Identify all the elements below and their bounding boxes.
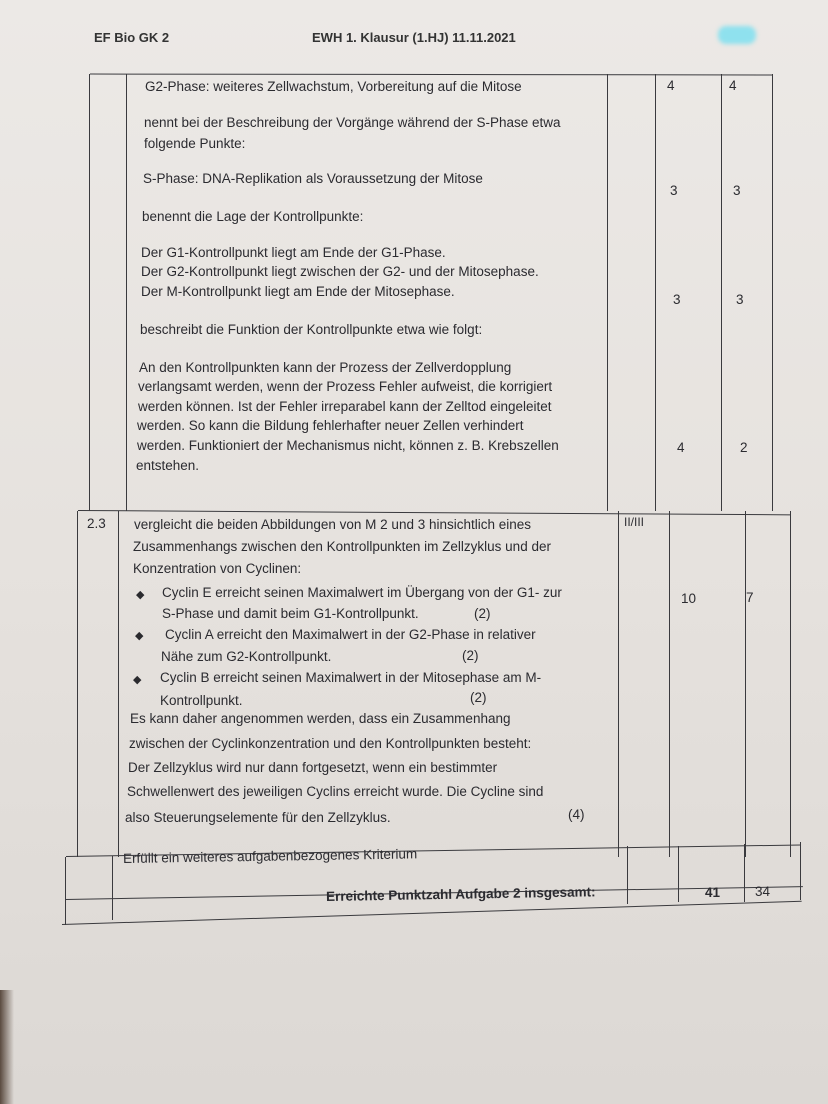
page-shadow	[0, 990, 14, 1104]
bullet-3-line-1: Cyclin B erreicht seinen Maximalwert in der Mitosephase am M-	[160, 670, 542, 685]
text-kp3: Der M-Kontrollpunkt liegt am Ende der Mitosephase.	[141, 284, 455, 299]
conclusion-1: Es kann daher angenommen werden, dass ein Zusammenhang	[130, 711, 511, 726]
bullet-1-line-1: Cyclin E erreicht seinen Maximalwert im Übergang von der G1- zur	[162, 585, 562, 600]
bullet-1-points: (2)	[474, 606, 491, 621]
text-p5: werden. Funktioniert der Mechanismus nicht, können z. B. Krebszellen	[137, 438, 559, 453]
score-got: 4	[729, 78, 737, 93]
conclusion-3: Der Zellzyklus wird nur dann fortgesetzt, wenn ein bestimmter	[128, 760, 498, 775]
score-got: 2	[740, 440, 748, 455]
text-s-intro-2: folgende Punkte:	[144, 136, 246, 151]
conclusion-2: zwischen der Cyclinkonzentration und den Kontrollpunkten besteht:	[129, 736, 532, 751]
score-max: 3	[673, 292, 681, 307]
bullet-icon: ◆	[136, 589, 145, 601]
text-kp1: Der G1-Kontrollpunkt liegt am Ende der G1-Phase.	[141, 245, 446, 260]
bullet-icon: ◆	[135, 630, 144, 642]
bullet-icon: ◆	[133, 674, 142, 686]
bullet-3-points: (2)	[470, 690, 487, 705]
total-max: 41	[705, 885, 721, 900]
conclusion-points: (4)	[568, 807, 585, 822]
text-kp2: Der G2-Kontrollpunkt liegt zwischen der G2- und der Mitosephase.	[141, 264, 539, 279]
text-lage: benennt die Lage der Kontrollpunkte:	[142, 209, 364, 224]
text-p1: An den Kontrollpunkten kann der Prozess der Zellverdopplung	[139, 360, 512, 375]
conclusion-4: Schwellenwert des jeweiligen Cyclins erreicht wurde. Die Cycline sind	[127, 784, 544, 799]
bullet-3-line-2: Kontrollpunkt.	[160, 693, 243, 708]
bullet-1-line-2: S-Phase und damit beim G1-Kontrollpunkt.	[162, 606, 419, 621]
text-p3: werden können. Ist der Fehler irreparabel kann der Zelltod eingeleitet	[138, 399, 552, 414]
task-text-3: Konzentration von Cyclinen:	[133, 561, 302, 576]
bullet-2-line-1: Cyclin A erreicht den Maximalwert in der G2-Phase in relativer	[165, 627, 536, 642]
score-max: 3	[670, 183, 678, 198]
score-got: 3	[733, 183, 741, 198]
total-label: Erreichte Punktzahl Aufgabe 2 insgesamt:	[325, 884, 596, 904]
task-level: II/III	[624, 515, 645, 529]
task-number: 2.3	[87, 516, 106, 531]
text-p2: verlangsamt werden, wenn der Prozess Fehler aufweist, die korrigiert	[138, 379, 553, 394]
bullet-2-points: (2)	[462, 648, 479, 663]
text-g2-phase: G2-Phase: weiteres Zellwachstum, Vorbereitung auf die Mitose	[145, 79, 522, 94]
score-max: 4	[677, 440, 685, 455]
text-p4: werden. So kann die Bildung fehlerhafter neuer Zellen verhindert	[137, 418, 524, 433]
redacted-name	[718, 26, 756, 44]
header-course: EF Bio GK 2	[94, 30, 170, 45]
score-max: 4	[667, 78, 675, 93]
task-text-2: Zusammenhangs zwischen den Kontrollpunkten im Zellzyklus und der	[133, 539, 551, 554]
task-text-1: vergleicht die beiden Abbildungen von M 2 und 3 hinsichtlich eines	[134, 517, 532, 532]
extra-criterion: Erfüllt ein weiteres aufgabenbezogenes Kriterium	[122, 846, 418, 866]
task-score-max: 10	[681, 591, 697, 606]
text-s-intro-1: nennt bei der Beschreibung der Vorgänge während der S-Phase etwa	[144, 115, 561, 130]
text-funktion: beschreibt die Funktion der Kontrollpunkte etwa wie folgt:	[140, 322, 483, 337]
total-got: 34	[755, 884, 771, 899]
bullet-2-line-2: Nähe zum G2-Kontrollpunkt.	[161, 649, 332, 664]
text-s-phase: S-Phase: DNA-Replikation als Voraussetzung der Mitose	[143, 171, 483, 186]
score-got: 3	[736, 292, 744, 307]
text-p6: entstehen.	[136, 458, 200, 473]
task-score-got: 7	[746, 590, 754, 605]
header-title: EWH 1. Klausur (1.HJ) 11.11.2021	[312, 30, 516, 45]
conclusion-5: also Steuerungselemente für den Zellzyklus.	[125, 810, 391, 825]
